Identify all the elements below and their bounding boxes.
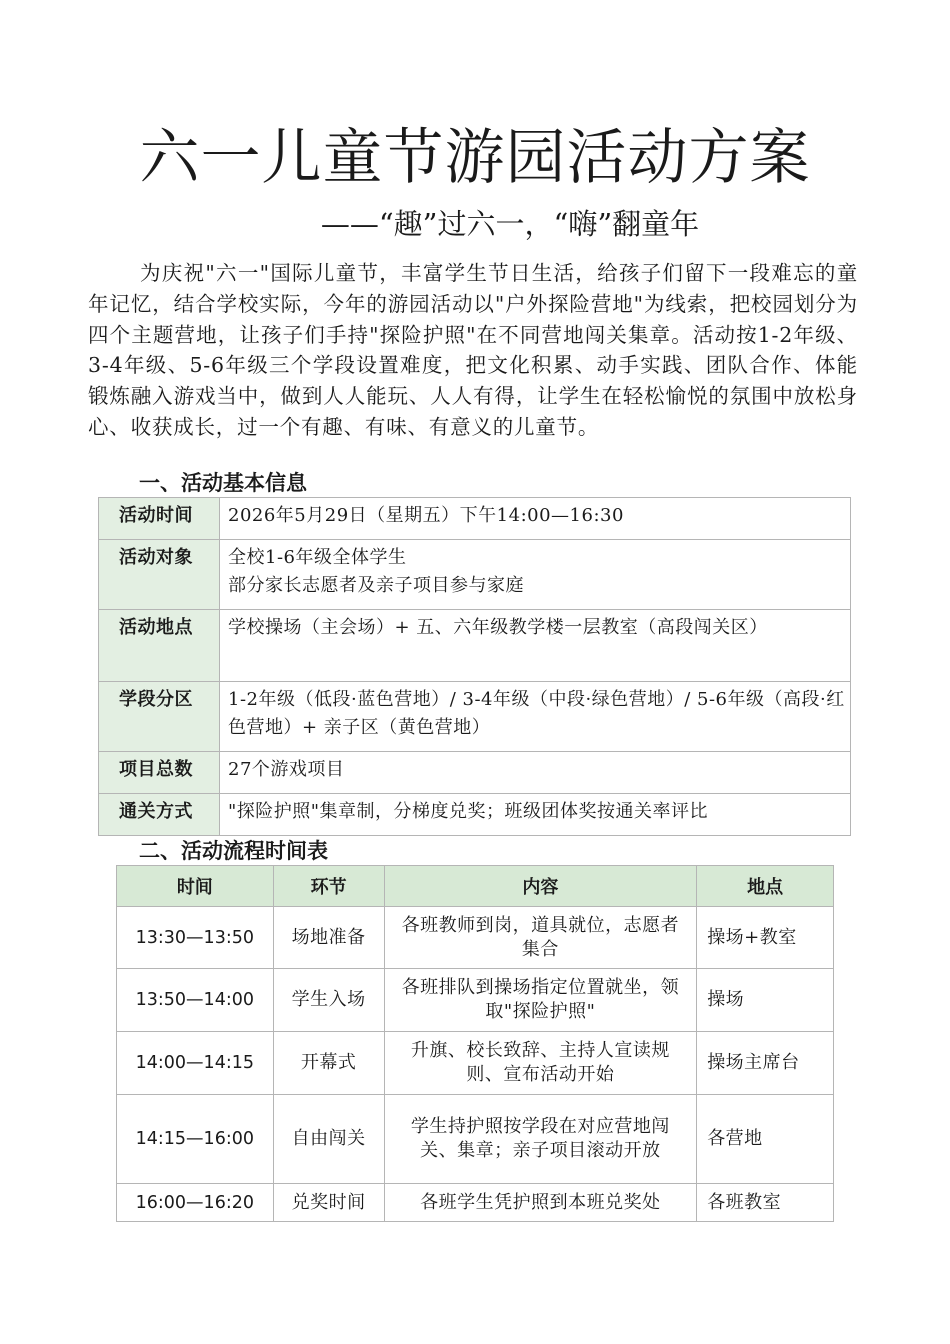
column-header-location: 地点: [697, 866, 834, 907]
info-label: 活动时间: [99, 498, 220, 540]
info-value: "探险护照"集章制，分梯度兑奖；班级团体奖按通关率评比: [220, 794, 851, 836]
page-title: 六一儿童节游园活动方案: [139, 123, 811, 193]
cell-segment: 场地准备: [273, 907, 384, 969]
info-value: 1-2年级（低段·蓝色营地）/ 3-4年级（中段·绿色营地）/ 5-6年级（高段·红色营地）+ 亲子区（黄色营地）: [220, 682, 851, 752]
info-label: 活动对象: [99, 540, 220, 610]
table-header-row: [117, 866, 834, 907]
cell-time: 13:50—14:00: [117, 969, 274, 1032]
table-row: [99, 682, 851, 752]
cell-content: 各班排队到操场指定位置就坐，领取"探险护照": [384, 969, 697, 1032]
table-row: [99, 610, 851, 682]
column-header-content: 内容: [384, 866, 697, 907]
cell-content: 各班教师到岗，道具就位，志愿者集合: [384, 907, 697, 969]
cell-time: 13:30—13:50: [117, 907, 274, 969]
info-value: 27个游戏项目: [220, 752, 851, 794]
cell-segment: 学生入场: [273, 969, 384, 1032]
info-value: 2026年5月29日（星期五）下午14:00—16:30: [220, 498, 851, 540]
cell-location: 操场+教室: [697, 907, 834, 969]
cell-time: 14:15—16:00: [117, 1095, 274, 1184]
info-value: 学校操场（主会场）+ 五、六年级教学楼一层教室（高段闯关区）: [220, 610, 851, 682]
column-header-segment: 环节: [273, 866, 384, 907]
section-title-schedule: 二、活动流程时间表: [139, 838, 328, 863]
table-row: [99, 794, 851, 836]
basic-info-table: [98, 497, 851, 836]
info-label: 通关方式: [99, 794, 220, 836]
cell-location: 操场: [697, 969, 834, 1032]
section-title-basic-info: 一、活动基本信息: [139, 470, 307, 495]
page-subtitle: ——“趣”过六一，“嗨”翻童年: [320, 207, 700, 241]
cell-segment: 兑奖时间: [273, 1184, 384, 1222]
info-label: 活动地点: [99, 610, 220, 682]
table-row: [117, 1184, 834, 1222]
table-row: [117, 969, 834, 1032]
table-row: [117, 1095, 834, 1184]
table-row: [117, 907, 834, 969]
cell-segment: 开幕式: [273, 1032, 384, 1095]
table-row: [99, 540, 851, 610]
cell-segment: 自由闯关: [273, 1095, 384, 1184]
schedule-table: [116, 865, 834, 1222]
table-row: [99, 752, 851, 794]
table-row: [99, 498, 851, 540]
info-value: 全校1-6年级全体学生 部分家长志愿者及亲子项目参与家庭: [220, 540, 851, 610]
info-label: 项目总数: [99, 752, 220, 794]
cell-time: 14:00—14:15: [117, 1032, 274, 1095]
cell-content: 升旗、校长致辞、主持人宣读规则、宣布活动开始: [384, 1032, 697, 1095]
cell-content: 学生持护照按学段在对应营地闯关、集章；亲子项目滚动开放: [384, 1095, 697, 1184]
cell-location: 各班教室: [697, 1184, 834, 1222]
cell-time: 16:00—16:20: [117, 1184, 274, 1222]
info-label: 学段分区: [99, 682, 220, 752]
table-row: [117, 1032, 834, 1095]
cell-location: 各营地: [697, 1095, 834, 1184]
cell-location: 操场主席台: [697, 1032, 834, 1095]
intro-paragraph: 为庆祝"六一"国际儿童节，丰富学生节日生活，给孩子们留下一段难忘的童年记忆，结合学校实际，今年的游园活动以"户外探险营地"为线索，把校园划分为四个主题营地，让孩子们手持"探险护照"在不同营地闯关集章。活动按1-2年级、3-4年级、5-6年级三个学段设置难度，把文化积累、动手实践、团队合作、体能锻炼融入游戏当中，做到人人能玩、人人有得，让学生在轻松愉悦的氛围中放松身心、收获成长，过一个有趣、有味、有意义的儿童节。: [88, 261, 858, 439]
column-header-time: 时间: [117, 866, 274, 907]
cell-content: 各班学生凭护照到本班兑奖处: [384, 1184, 697, 1222]
